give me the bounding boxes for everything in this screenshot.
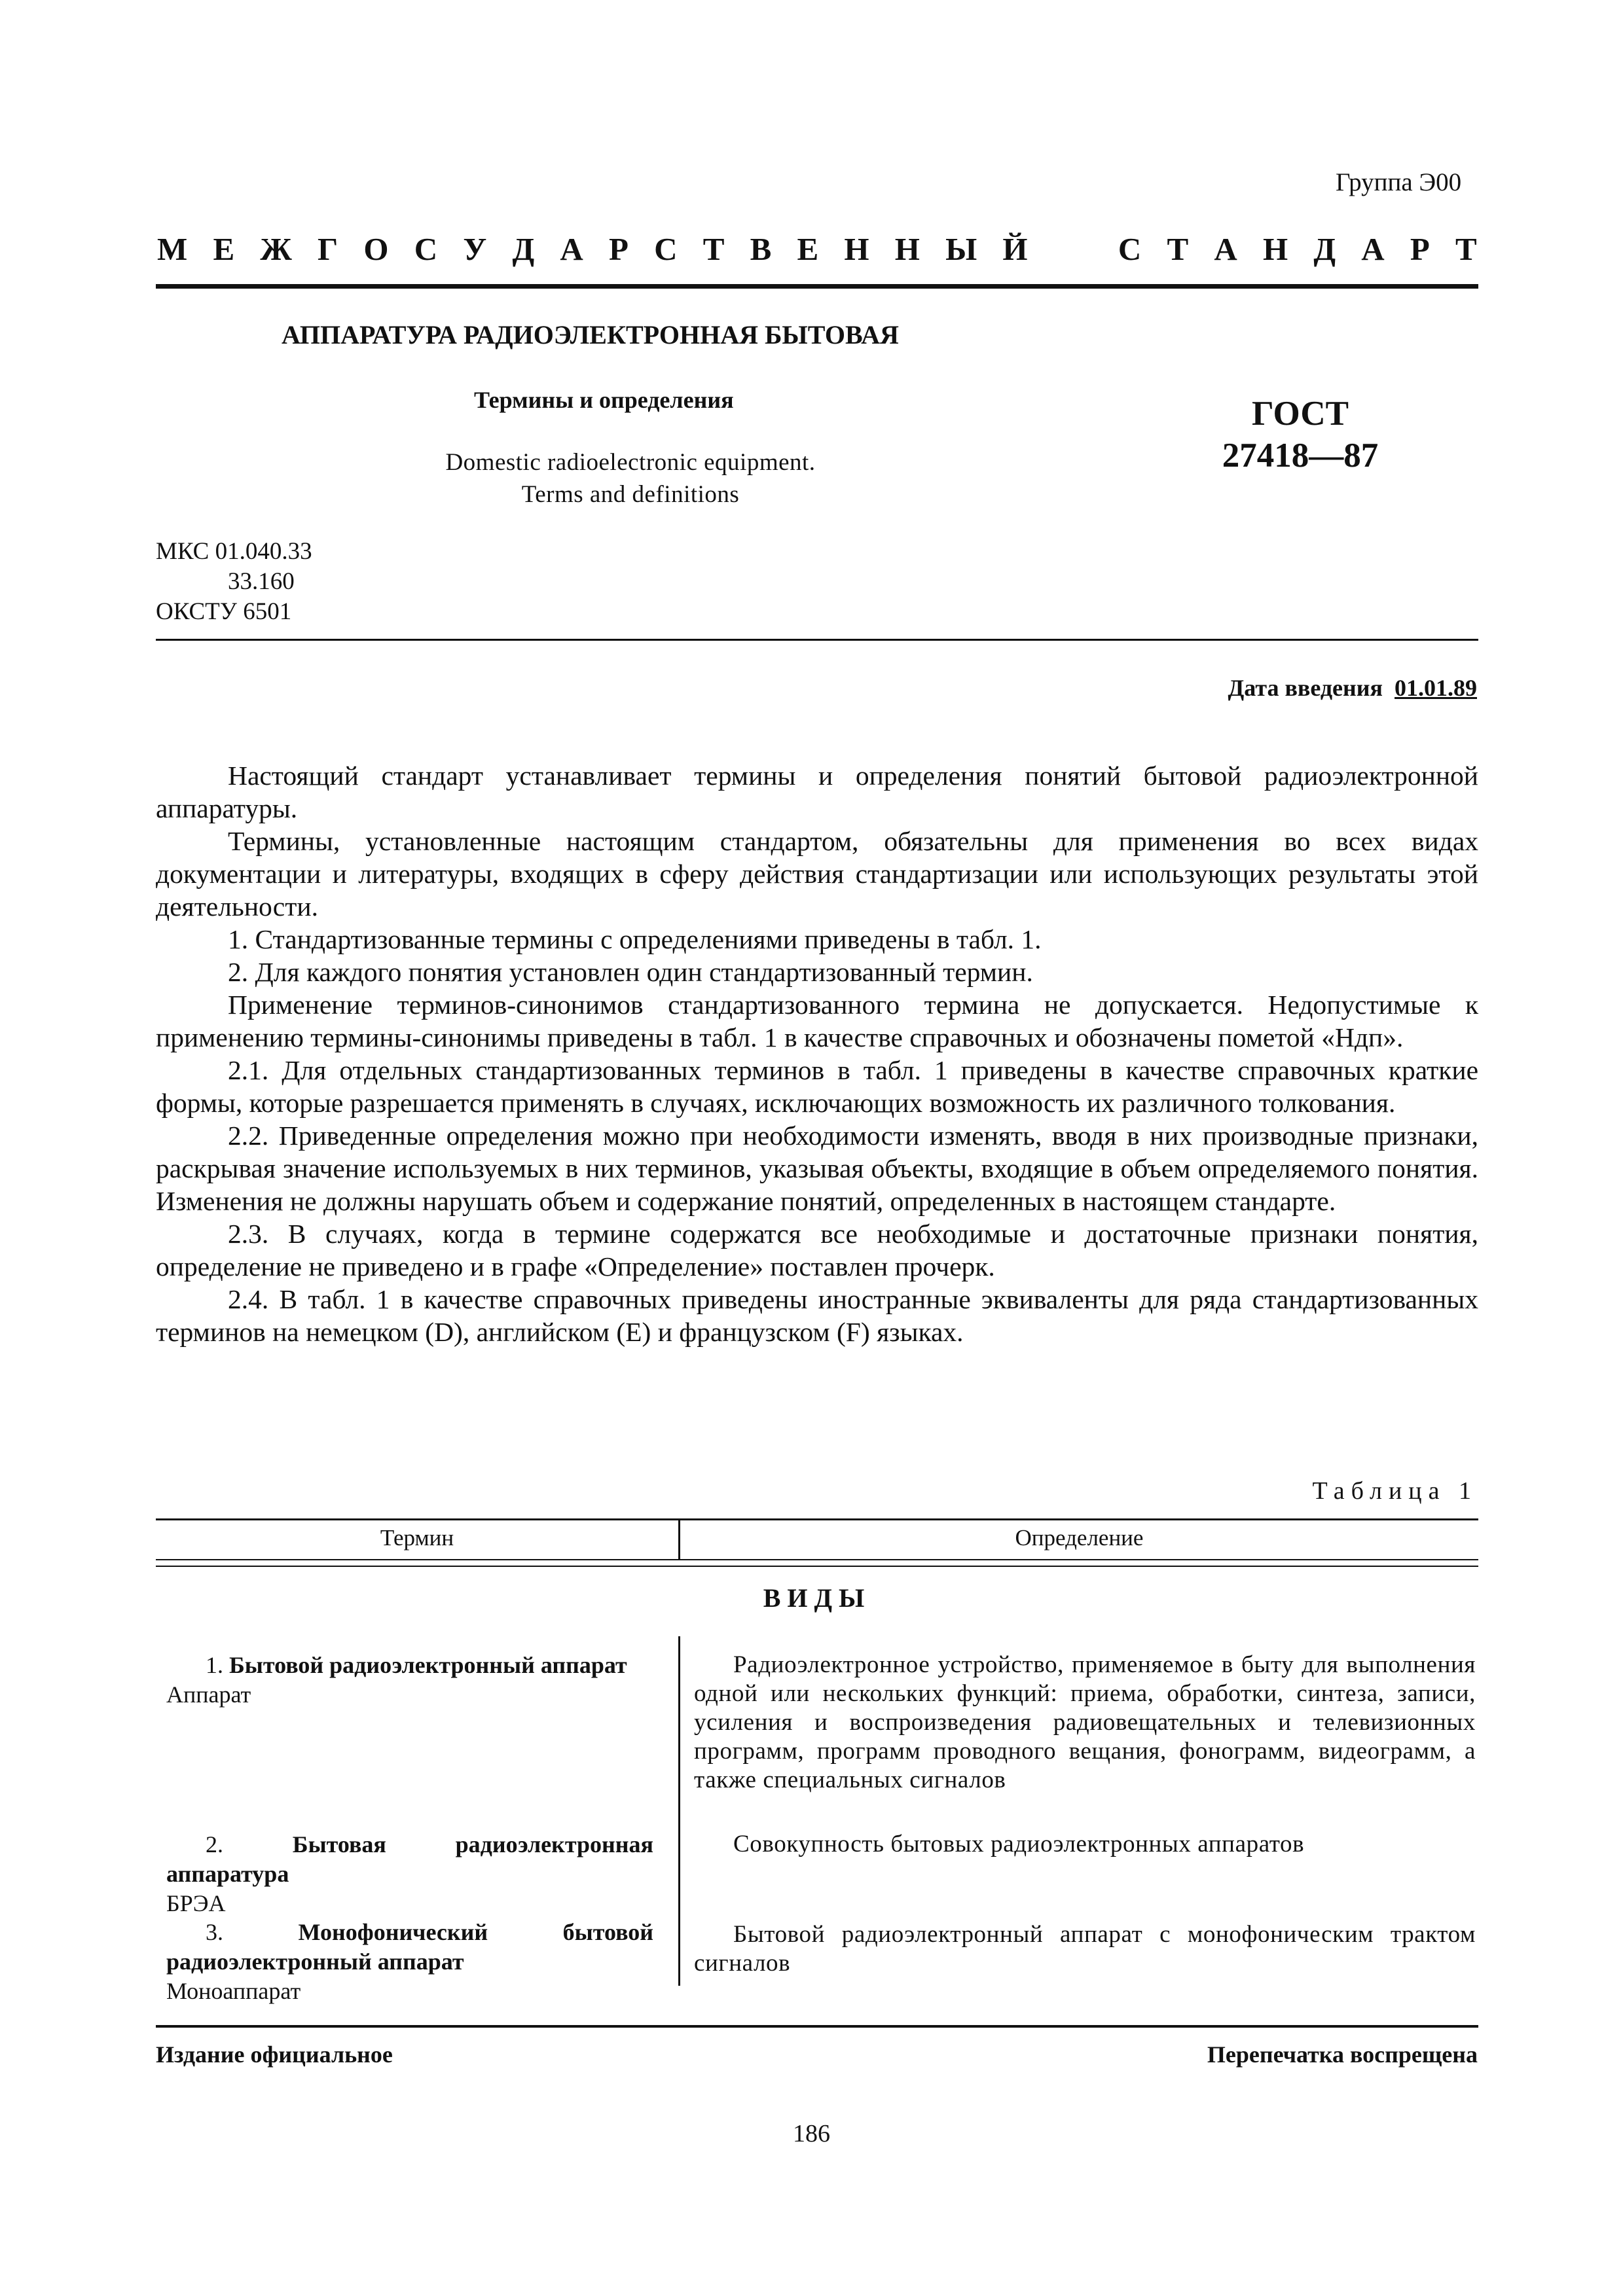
term-name: Монофонический бытовой радиоэлектронный аппарат (166, 1919, 654, 1975)
document-title: АППАРАТУРА РАДИОЭЛЕКТРОННАЯ БЫТОВАЯ (282, 320, 899, 350)
banner-letter: Г (318, 231, 338, 267)
paragraph: 2.3. В случаях, когда в термине содержатся все необходимые и достаточные признаки понятия, определение не приведено и в графе «Определение» поставлен прочерк. (156, 1219, 1478, 1282)
classification-codes (156, 537, 312, 627)
standard-banner (157, 230, 1477, 268)
table-row-definition (694, 1830, 1476, 1859)
banner-letter: Т (1455, 231, 1477, 267)
table-row-term (166, 1651, 653, 1710)
term-line (166, 1830, 653, 1889)
footer-reprint-notice: Перепечатка воспрещена (1207, 2041, 1478, 2068)
paragraph: 2.4. В табл. 1 в качестве справочных приведены иностранные эквиваленты для ряда стандартизованных терминов на немецком (D), английском (E) и французском (F) языках. (156, 1284, 1478, 1347)
banner-letter: Д (1313, 231, 1336, 267)
group-label: Группа Э00 (1336, 168, 1462, 196)
banner-letter: О (363, 231, 389, 267)
gost-number (1209, 393, 1392, 476)
term-short: БРЭА (166, 1890, 226, 1916)
intro-date-value: 01.01.89 (1395, 675, 1477, 701)
banner-gap (1053, 230, 1093, 268)
banner-letter: Д (512, 231, 535, 267)
footer-divider (156, 2025, 1478, 2028)
definition-text: Радиоэлектронное устройство, применяемое в быту для выполнения одной или нескольких функций: приема, обработки, синтеза, записи, усиления и воспроизведения радиовещательных и телевизионных программ, программ проводного вещания, фонограмм, видеограмм, а также специальных сигналов (694, 1651, 1476, 1793)
column-separator (678, 1636, 680, 1986)
mks-code: МКС 01.040.33 (156, 538, 312, 565)
banner-letter: Р (609, 231, 629, 267)
term-name: Бытовая радиоэлектронная аппаратура (166, 1831, 654, 1887)
intro-date-label: Дата введения (1228, 675, 1383, 701)
term-line (166, 1918, 653, 1977)
table-top-rule (156, 1518, 1478, 1520)
term-short: Аппарат (166, 1681, 251, 1708)
gost-label: ГОСТ (1252, 395, 1349, 433)
banner-letter: Н (844, 231, 869, 267)
banner-letter: М (157, 231, 188, 267)
column-header-definition: Определение (1015, 1525, 1144, 1551)
table-row-term (166, 1830, 653, 1918)
banner-letter: А (1214, 231, 1237, 267)
term-short: Моноаппарат (166, 1978, 301, 2004)
mks-code-2: 33.160 (228, 568, 295, 595)
column-header-term: Термин (380, 1525, 454, 1551)
banner-letter: Е (213, 231, 235, 267)
banner-letter: В (750, 231, 772, 267)
english-title-line: Domestic radioelectronic equipment. (445, 449, 816, 476)
header-divider (156, 284, 1478, 289)
page-number: 186 (793, 2120, 830, 2147)
intro-date (1228, 674, 1478, 702)
table-row-term (166, 1918, 653, 2006)
definition-text: Совокупность бытовых радиоэлектронных аппаратов (733, 1831, 1305, 1857)
english-title (419, 446, 842, 511)
okstu-code: ОКСТУ 6501 (156, 598, 292, 625)
banner-letter: Н (1263, 231, 1288, 267)
definition-text: Бытовой радиоэлектронный аппарат с монофоническим трактом сигналов (694, 1921, 1476, 1977)
footer-official-edition: Издание официальное (156, 2041, 393, 2068)
term-line (166, 1651, 653, 1680)
banner-letter: А (1361, 231, 1385, 267)
paragraph: 2.2. Приведенные определения можно при необходимости изменять, вводя в них производные признаки, раскрывая значение используемых в них терминов, указывая объекты, входящие в объем определяемого понятия. Изменения не должны нарушать объем и содержание понятий, определенных в настоящем стандарте. (156, 1121, 1478, 1216)
table-row-definition (694, 1651, 1476, 1795)
table-header-rule-double (156, 1566, 1478, 1567)
banner-letter: Т (702, 231, 725, 267)
paragraph: Применение терминов-синонимов стандартизованного термина не допускается. Недопустимые к применению термины-синонимы приведены в табл. 1 в качестве справочных и обозначены пометой «Ндп». (156, 990, 1478, 1052)
banner-letter: А (560, 231, 583, 267)
term-name: Бытовой радиоэлектронный аппарат (229, 1652, 627, 1678)
banner-letter: У (463, 231, 487, 267)
table-caption: Таблица 1 (1312, 1477, 1478, 1505)
codes-divider (156, 639, 1478, 641)
banner-letter: Й (1002, 231, 1028, 267)
paragraph: Настоящий стандарт устанавливает термины и определения понятий бытовой радиоэлектронной аппаратуры. (156, 761, 1478, 823)
term-number: 1. (206, 1652, 223, 1678)
english-title-line: Terms and definitions (521, 481, 740, 508)
term-number: 3. (206, 1919, 223, 1945)
banner-letter: Т (1167, 231, 1189, 267)
table-section-title: ВИДЫ (763, 1583, 871, 1613)
paragraph: 2. Для каждого понятия установлен один стандартизованный термин. (228, 957, 1033, 987)
table-row-definition (694, 1920, 1476, 1978)
banner-letter: С (654, 231, 678, 267)
paragraph: 1. Стандартизованные термины с определениями приведены в табл. 1. (228, 924, 1042, 954)
banner-letter: Е (797, 231, 819, 267)
paragraph: 2.1. Для отдельных стандартизованных терминов в табл. 1 приведены в качестве справочных краткие формы, которые разрешается применять в случаях, исключающих возможность их различного толкования. (156, 1055, 1478, 1118)
paragraph: Термины, установленные настоящим стандартом, обязательны для применения во всех видах документации и литературы, входящих в сферу действия стандартизации или использующих результаты этой деятельности. (156, 826, 1478, 922)
gost-code: 27418—87 (1222, 437, 1379, 475)
term-number: 2. (206, 1831, 223, 1857)
banner-letter: С (1118, 231, 1142, 267)
banner-letter: Ы (945, 231, 977, 267)
table-header-rule (156, 1559, 1478, 1560)
banner-letter: Р (1410, 231, 1430, 267)
banner-letter: Ж (260, 231, 292, 267)
banner-letter: С (414, 231, 438, 267)
document-subtitle: Термины и определения (474, 387, 734, 413)
banner-letter: Н (894, 231, 920, 267)
body-text (156, 759, 1478, 1348)
